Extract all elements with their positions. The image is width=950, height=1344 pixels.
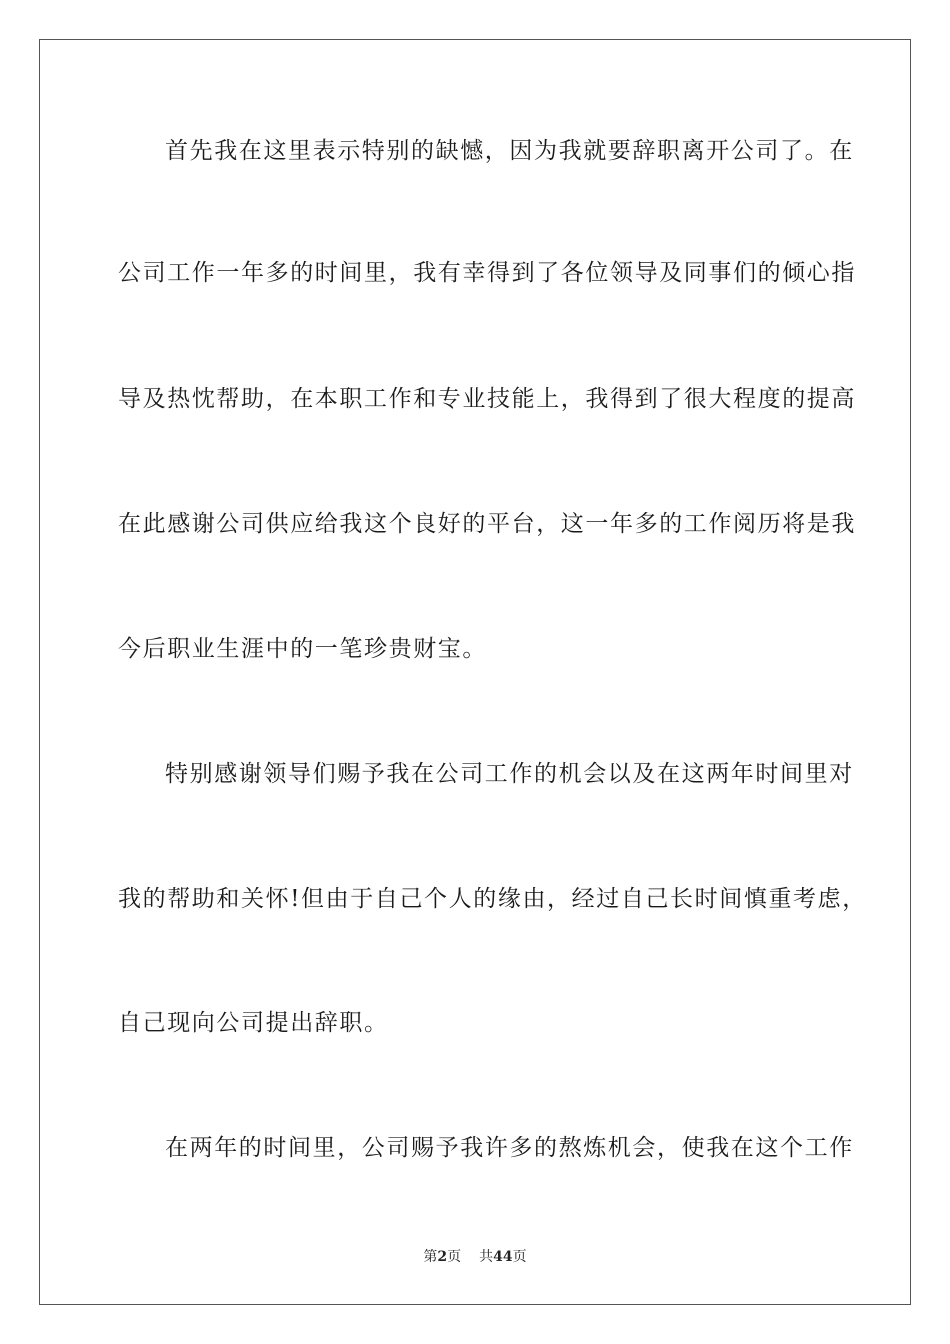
page-suffix: 页 [447, 1249, 462, 1265]
text-line-4: 在此感谢公司供应给我这个良好的平台，这一年多的工作阅历将是我 [118, 511, 856, 537]
text-line-1: 首先我在这里表示特别的缺憾，因为我就要辞职离开公司了。在 [165, 138, 854, 164]
text-line-9: 在两年的时间里，公司赐予我许多的熬炼机会，使我在这个工作 [165, 1135, 854, 1161]
text-line-7: 我的帮助和关怀!但由于自己个人的缘由，经过自己长时间慎重考虑， [118, 886, 867, 912]
text-line-3: 导及热忱帮助，在本职工作和专业技能上，我得到了很大程度的提高 [118, 386, 856, 412]
page-border [39, 39, 911, 1305]
total-suffix: 页 [512, 1249, 527, 1265]
text-line-6: 特别感谢领导们赐予我在公司工作的机会以及在这两年时间里对 [165, 761, 854, 787]
total-pages: 44 [493, 1249, 513, 1265]
page-number: 2 [437, 1249, 448, 1265]
text-line-8: 自己现向公司提出辞职。 [118, 1010, 389, 1036]
page-footer [0, 1247, 950, 1267]
total-prefix: 共 [479, 1249, 494, 1265]
text-line-5: 今后职业生涯中的一笔珍贵财宝。 [118, 636, 487, 662]
page-prefix: 第 [423, 1249, 438, 1265]
text-line-2: 公司工作一年多的时间里，我有幸得到了各位领导及同事们的倾心指 [118, 260, 856, 286]
